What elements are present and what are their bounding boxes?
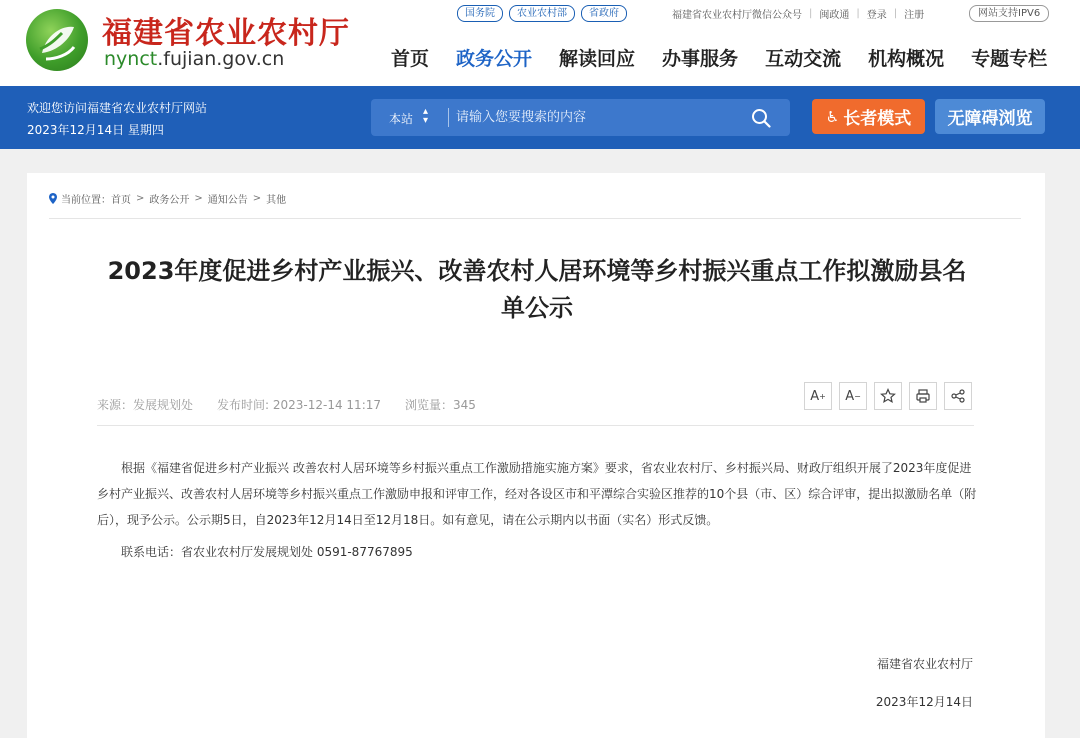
divider [49, 218, 1021, 219]
article-meta [97, 396, 500, 413]
site-domain-prefix: nynct [104, 48, 158, 70]
nav-services[interactable]: 办事服务 [662, 48, 739, 70]
gov-link-province[interactable]: 省政府 [581, 5, 627, 22]
utility-links [672, 6, 924, 21]
elder-person-icon: ♿ [825, 107, 840, 126]
font-increase-icon[interactable]: A + [804, 382, 832, 410]
gov-link-ministry[interactable]: 农业农村部 [509, 5, 575, 22]
favorite-star-icon[interactable] [874, 382, 902, 410]
nav-organization[interactable]: 机构概况 [868, 48, 945, 70]
register-link[interactable]: 注册 [904, 10, 925, 21]
wechat-link[interactable]: 福建省农业农村厅微信公众号 [672, 10, 802, 21]
article-tools [804, 382, 972, 410]
site-title[interactable]: 福建省农业农村厅 [102, 16, 350, 51]
nav-interpretation[interactable]: 解读回应 [559, 48, 636, 70]
ipv6-badge: 网站支持IPV6 [969, 5, 1049, 22]
current-date: 2023年12月14日 星期四 [27, 123, 164, 137]
breadcrumb [49, 191, 286, 206]
divider: | [809, 8, 813, 19]
search-scope-select[interactable]: 本站 [389, 112, 414, 126]
article-views: 浏览量：345 [405, 398, 476, 412]
divider [97, 425, 974, 426]
nav-government-affairs[interactable]: 政务公开 [456, 48, 533, 70]
minzhengtong-link[interactable]: 闽政通 [819, 10, 850, 21]
article-contact: 联系电话：省农业农村厅发展规划处 0591-87767895 [121, 545, 413, 559]
breadcrumb-prefix: 当前位置： [61, 195, 111, 206]
site-logo[interactable] [26, 9, 88, 71]
article-body: 根据《福建省促进乡村产业振兴 改善农村人居环境等乡村振兴重点工作激励措施实施方案》要求，省农业农村厅、乡村振兴局、财政厅组织开展了2023年度促进乡村产业振兴、改善农村人居环境等乡村振兴重点工作激励申报和评审工作，经对各设区市和平潭综合实验区推荐的10个县（市、区）综合评审，提出拟激励名单（附后），现予公示。公示期5日，自2023年12月14日至12月18日。如有意见，请在公示期内以书面（实名）形式反馈。 [97, 461, 977, 527]
login-link[interactable]: 登录 [866, 10, 887, 21]
elder-mode-label: 长者模式 [843, 109, 912, 129]
article-signature-date: 2023年12月14日 [875, 695, 973, 709]
article-source: 来源：发展规划处 [97, 398, 194, 412]
elder-mode-button[interactable] [812, 99, 925, 134]
breadcrumb-other[interactable]: 其他 [266, 195, 287, 206]
site-domain-suffix: .fujian.gov.cn [157, 48, 285, 70]
font-decrease-icon[interactable]: A − [839, 382, 867, 410]
search-icon[interactable] [750, 107, 772, 129]
main-nav [391, 44, 1047, 71]
divider: | [856, 8, 860, 19]
share-icon[interactable] [944, 382, 972, 410]
nav-interaction[interactable]: 互动交流 [765, 48, 842, 70]
breadcrumb-gov-affairs[interactable]: 政务公开 [149, 195, 190, 206]
leaf-logo-icon [26, 9, 88, 71]
breadcrumb-separator: > [194, 193, 203, 204]
search-band [0, 86, 1080, 149]
gov-link-state-council[interactable]: 国务院 [457, 5, 503, 22]
article-publish-time: 发布时间: 2023-12-14 11:17 [217, 398, 382, 412]
divider: | [893, 8, 898, 19]
article-card [27, 173, 1045, 738]
breadcrumb-separator: > [252, 193, 262, 204]
location-pin-icon [49, 193, 57, 204]
nav-special-topics[interactable]: 专题专栏 [971, 48, 1048, 70]
welcome-text: 欢迎您访问福建省农业农村厅网站 [27, 101, 208, 115]
accessible-browse-button[interactable]: 无障碍浏览 [935, 99, 1045, 134]
breadcrumb-home[interactable]: 首页 [111, 195, 131, 206]
breadcrumb-notices[interactable]: 通知公告 [207, 195, 248, 206]
search-box [371, 99, 790, 136]
updown-arrow-icon[interactable]: ▴ ▾ [423, 106, 429, 126]
nav-home[interactable]: 首页 [391, 48, 430, 70]
site-header [0, 0, 1080, 86]
article-signature: 福建省农业农村厅 [876, 657, 973, 671]
article-title: 2023年度促进乡村产业振兴、改善农村人居环境等乡村振兴重点工作拟激励县名单公示 [107, 257, 967, 322]
gov-links [457, 5, 627, 22]
breadcrumb-separator: > [136, 193, 145, 204]
site-domain [104, 48, 284, 70]
print-icon[interactable] [909, 382, 937, 410]
divider [448, 108, 449, 127]
search-input[interactable] [456, 105, 736, 130]
